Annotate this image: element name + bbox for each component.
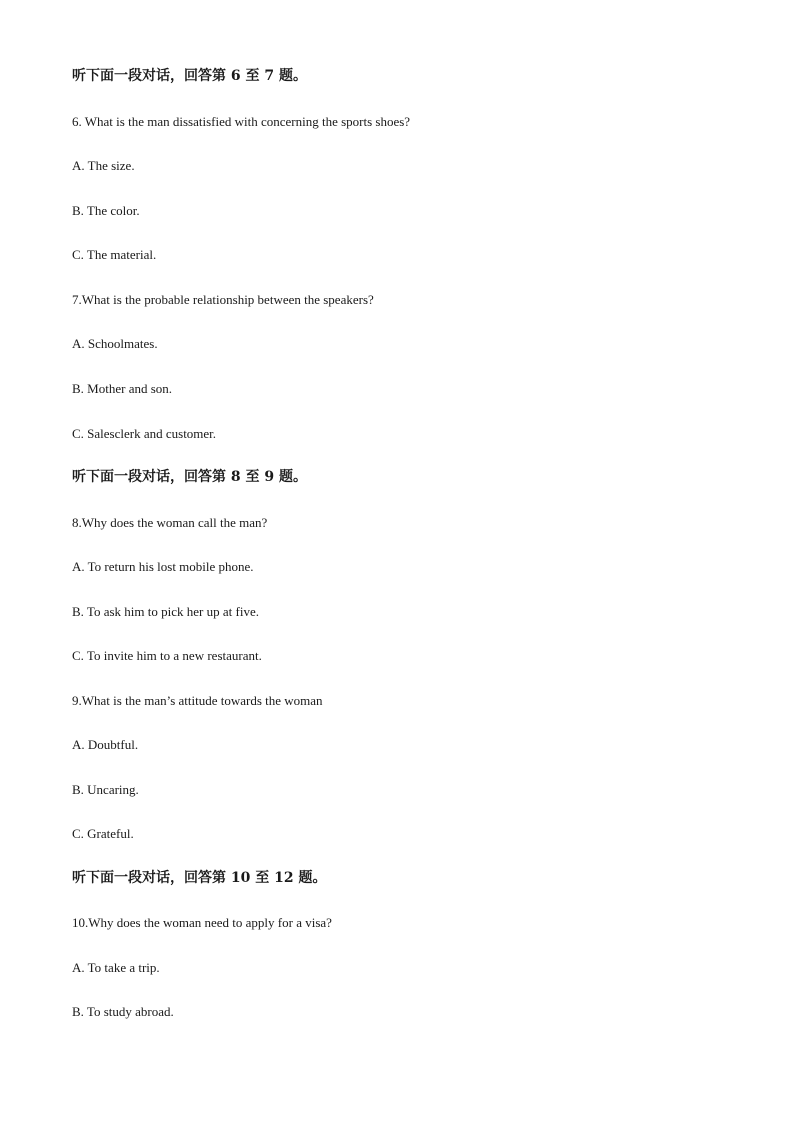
question-10-text: 10.Why does the woman need to apply for a visa? xyxy=(72,915,332,930)
question-9-text: 9.What is the man’s attitude towards the woman xyxy=(72,693,323,708)
question-6-option-a: A. The size. xyxy=(72,158,135,173)
question-8-option-b: B. To ask him to pick her up at five. xyxy=(72,604,259,619)
question-9-option-c: C. Grateful. xyxy=(72,826,134,841)
question-6-option-b: B. The color. xyxy=(72,203,140,218)
section-heading: 听下面一段对话，回答第 6 至 7 题。 xyxy=(72,68,307,84)
question-9-option-a: A. Doubtful. xyxy=(72,737,139,752)
question-7-text: 7.What is the probable relationship between the speakers? xyxy=(72,292,374,307)
question-6-text: 6. What is the man dissatisfied with concerning the sports shoes? xyxy=(72,114,411,129)
question-8-option-a: A. To return his lost mobile phone. xyxy=(72,559,254,574)
question-8-text: 8.Why does the woman call the man? xyxy=(72,515,268,530)
question-7-option-a: A. Schoolmates. xyxy=(72,336,158,351)
section-heading: 听下面一段对话，回答第 8 至 9 题。 xyxy=(72,469,307,485)
question-7-option-b: B. Mother and son. xyxy=(72,381,173,396)
question-10-option-a: A. To take a trip. xyxy=(72,960,160,975)
question-8-option-c: C. To invite him to a new restaurant. xyxy=(72,648,262,663)
question-7-option-c: C. Salesclerk and customer. xyxy=(72,426,217,441)
question-9-option-b: B. Uncaring. xyxy=(72,782,139,797)
question-10-option-b: B. To study abroad. xyxy=(72,1004,174,1019)
section-heading: 听下面一段对话，回答第 10 至 12 题。 xyxy=(72,870,327,886)
question-6-option-c: C. The material. xyxy=(72,247,157,262)
